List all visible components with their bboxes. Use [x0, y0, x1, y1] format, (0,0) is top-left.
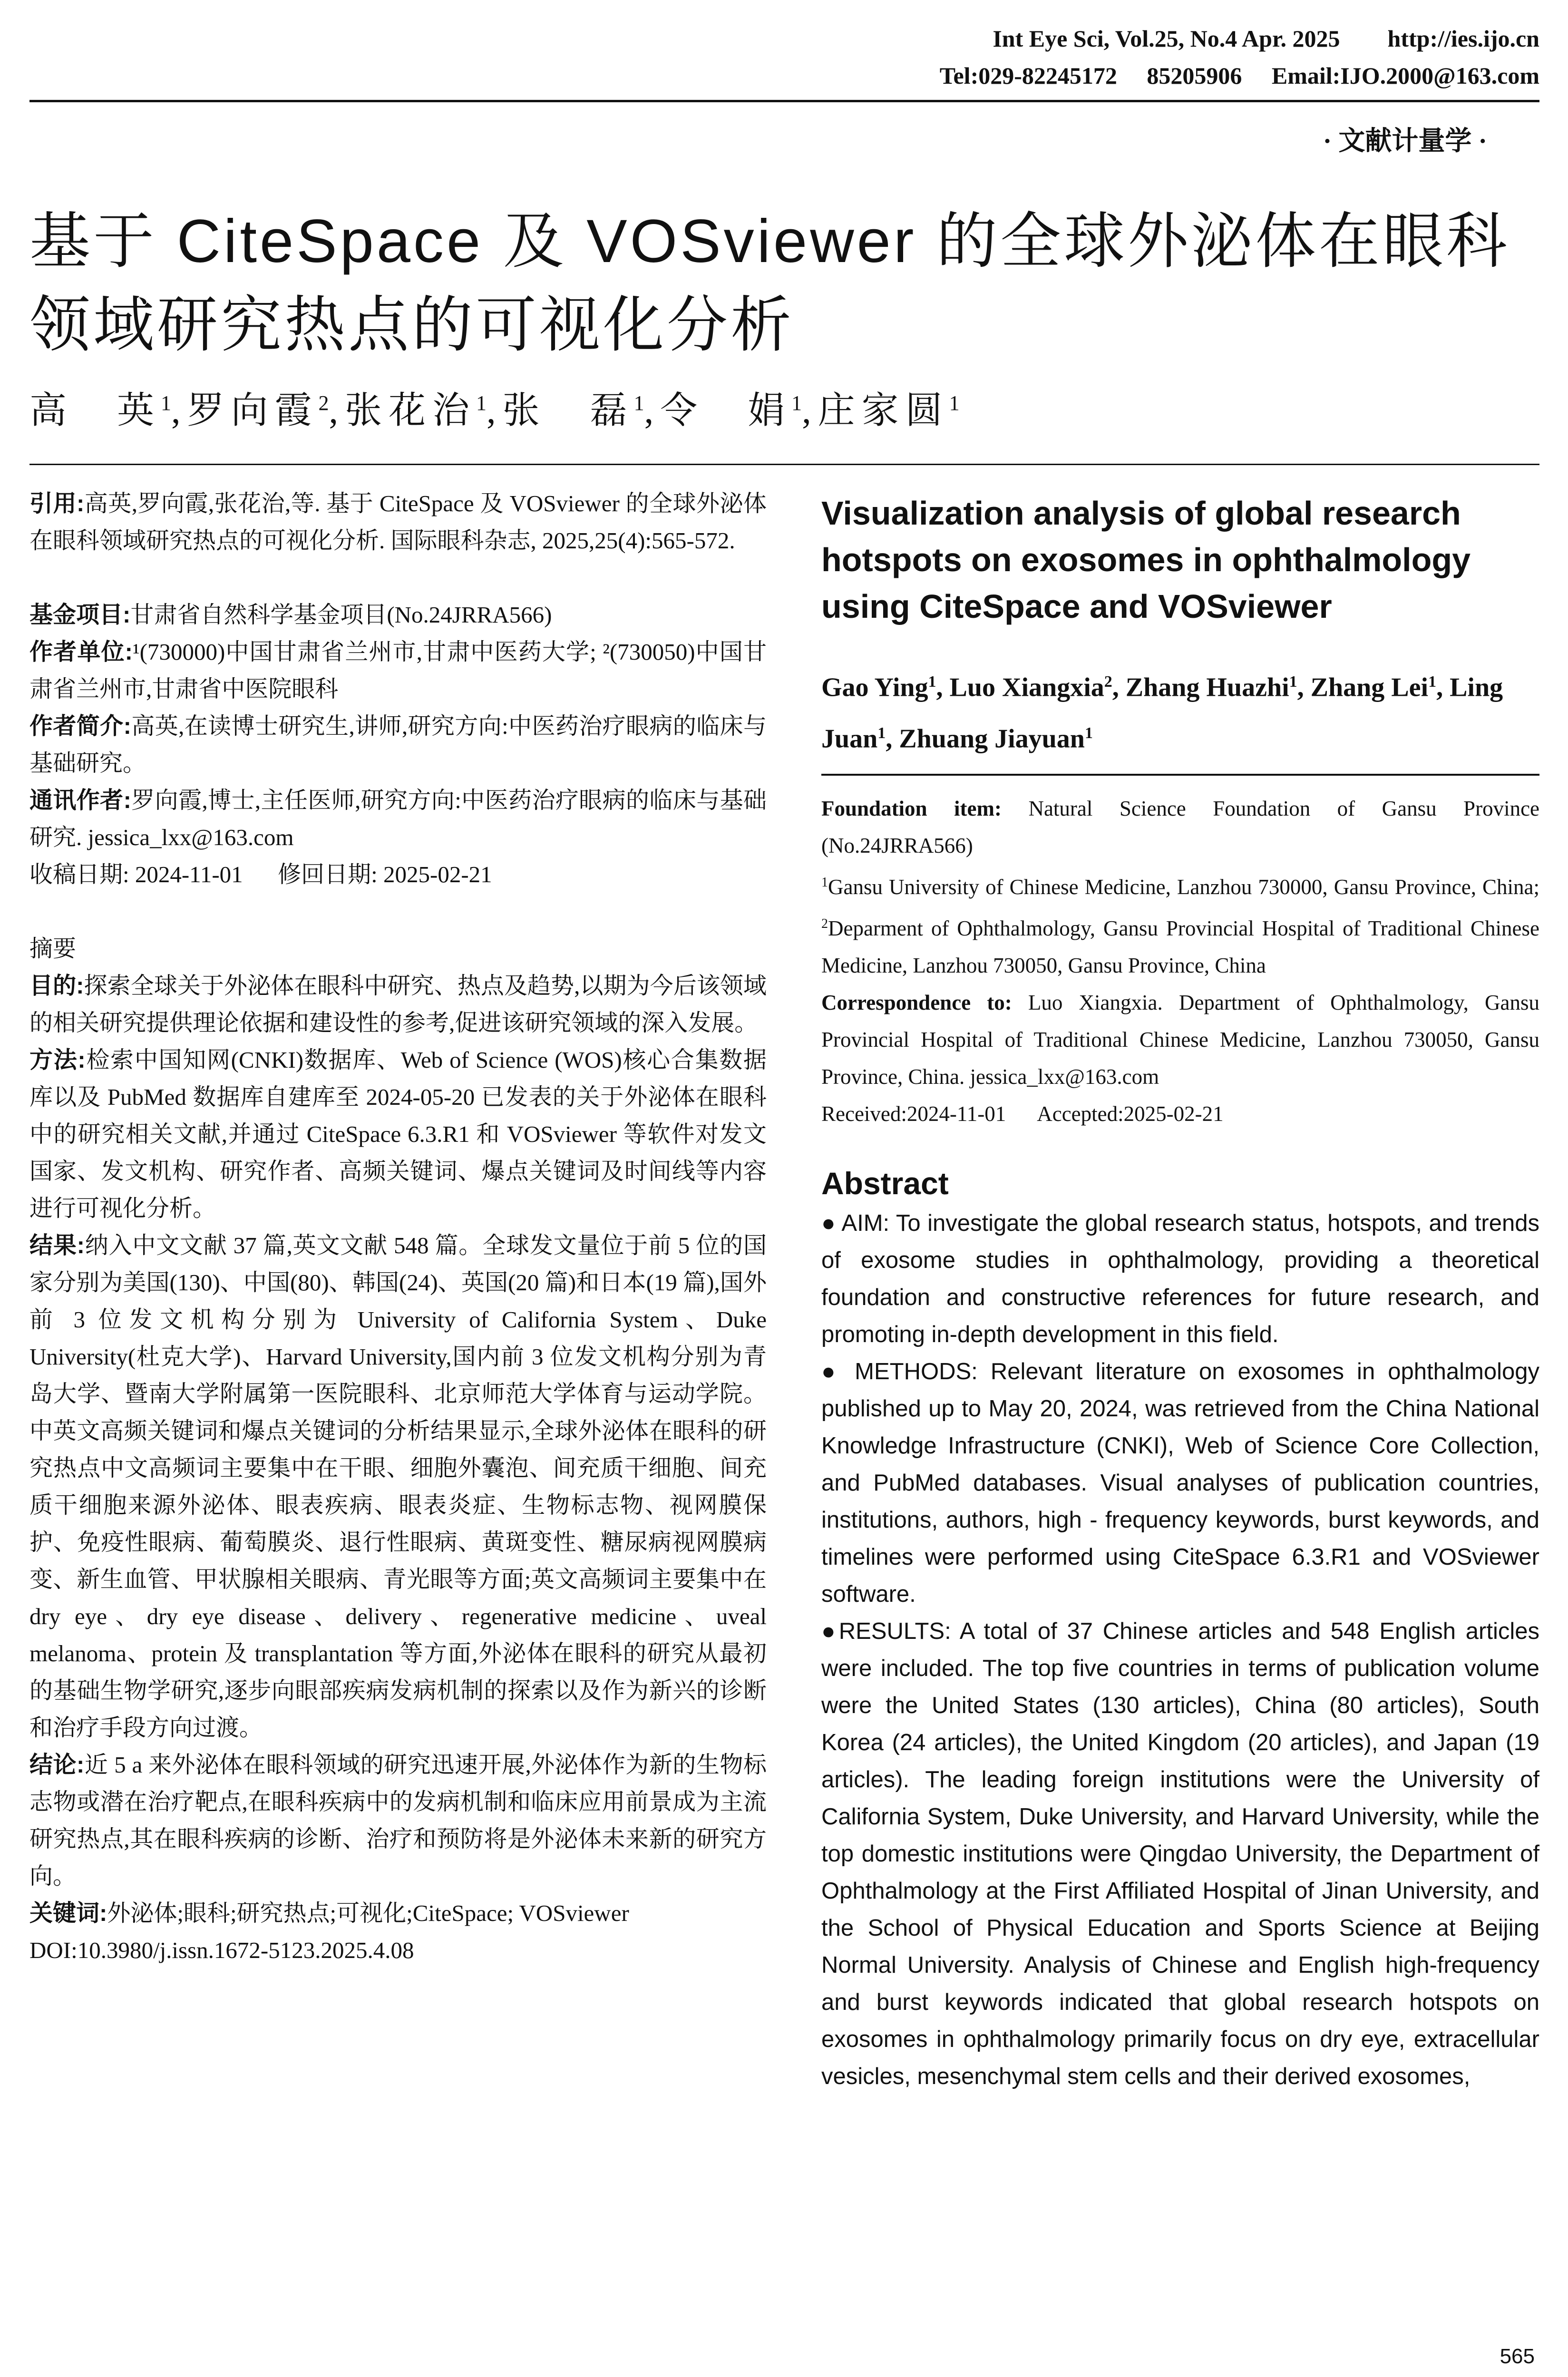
- conclusion-text: 近 5 a 来外泌体在眼科领域的研究迅速开展,外泌体作为新的生物标志物或潜在治疗靶点,在眼科疾病中的发病机制和临床应用前景成为主流研究热点,其在眼科疾病的诊断、治疗和预防将是外泌体未来新的研究方向。: [29, 1752, 767, 1889]
- author-affiliation-mark: 1: [476, 391, 487, 415]
- foundation-text: Natural Science Foundation of Gansu Province (No.24JRRA566): [821, 797, 1540, 858]
- bio-label: 作者简介:: [29, 713, 131, 739]
- dates-zh: 收稿日期: 2024-11-01 修回日期: 2025-02-21: [29, 861, 492, 887]
- abstract-results: [29, 1227, 767, 1746]
- author-name: Ling Juan: [821, 672, 1503, 754]
- foundation-label: Foundation item:: [821, 797, 1002, 821]
- correspondence-label: Correspondence to:: [821, 991, 1012, 1015]
- author-affiliation-mark: 2: [1104, 673, 1112, 691]
- author-affiliation-mark: 1: [877, 724, 886, 742]
- citation-text: 高英,罗向霞,张花治,等. 基于 CiteSpace 及 VOSviewer 的全球外泌体在眼科领域研究热点的可视化分析. 国际眼科杂志, 2025,25(4):565-572.: [29, 490, 767, 554]
- header-rule: [29, 100, 1539, 102]
- affiliation-en: $^1$Gansu University of Chinese Medicine, Lanzhou 730000, Gansu Province, China; $^2$Deparment of Ophthalmology, Gansu Provincial Hospital of Traditional Chinese Medicine, Lanzhou 730050, Gansu Province, China: [821, 875, 1539, 978]
- abstract-methods-en: [821, 1353, 1539, 1613]
- author-name: 庄家圆: [818, 390, 949, 431]
- corr-text: 罗向霞,博士,主任医师,研究方向:中医药治疗眼病的临床与基础研究. jessica_lxx@163.com: [29, 787, 767, 850]
- keywords-zh: [29, 1895, 767, 1932]
- affiliation-text: ¹(730000)中国甘肃省兰州市,甘肃中医药大学; ²(730050)中国甘肃省兰州市,甘肃省中医院眼科: [29, 639, 767, 702]
- author-affiliation-mark: 1: [161, 391, 172, 415]
- abstract-body-en: [821, 1205, 1539, 2095]
- results-text: 纳入中文文献 37 篇,英文文献 548 篇。全球发文量位于前 5 位的国家分别为美国(130)、中国(80)、韩国(24)、英国(20 篇)和日本(19 篇),国外前 3 位发文机构分别为 University of California System、Duke University(杜克大学)、Harvard University,国内前 3 位发文机构分别为青岛大学、暨南大学附属第一医院眼科、北京师范大学体育与运动学院。中英文高频关键词和爆点关键词的分析结果显示,全球外泌体在眼科的研究热点中文高频词主要集中在干眼、细胞外囊泡、间充质干细胞、间充质干细胞来源外泌体、眼表疾病、眼表炎症、生物标志物、视网膜保护、免疫性眼病、葡萄膜炎、退行性眼病、黄斑变性、糖尿病视网膜病变、新生血管、甲状腺相关眼病、青光眼等方面;英文高频词主要集中在 dry eye、dry eye disease、delivery、regenerative medicine、uveal melanoma、protein 及 transplantation 等方面,外泌体在眼科的研究从最初的基础生物学研究,逐步向眼部疾病发病机制的探索以及作为新兴的诊断和治疗手段方向过渡。: [29, 1232, 767, 1741]
- keywords-label: 关键词:: [29, 1900, 107, 1926]
- conclusion-label: 结论:: [29, 1752, 85, 1778]
- affiliation-1: Gansu University of Chinese Medicine, Lanzhou 730000, Gansu Province, China;: [828, 875, 1539, 899]
- author-name: Gao Ying: [821, 672, 928, 702]
- author-name: 高 英: [29, 390, 161, 431]
- citation: [29, 485, 767, 559]
- methods-text: 检索中国知网(CNKI)数据库、Web of Science (WOS)核心合集数据库以及 PubMed 数据库自建库至 2024-05-20 已发表的关于外泌体在眼科中的研究相关文献,并通过 CiteSpace 6.3.R1 和 VOSviewer 等软件对发文国家、发文机构、研究作者、高频关键词、爆点关键词及时间线等内容进行可视化分析。: [29, 1047, 767, 1221]
- aim-text: To investigate the global research status, hotspots, and trends of exosome studies in ophthalmology, providing a theoretical foundation and constructive references for future research, and promoting in-depth development in this field.: [821, 1210, 1540, 1348]
- bio-text: 高英,在读博士研究生,讲师,研究方向:中医药治疗眼病的临床与基础研究。: [29, 713, 767, 776]
- affiliation-label: 作者单位:: [29, 639, 133, 665]
- abstract-heading-en: Abstract: [821, 1166, 949, 1201]
- methods-en-text: Relevant literature on exosomes in ophthalmology published up to May 20, 2024, was retrieved from the China National Knowledge Infrastructure (CNKI), Web of Science Core Collection, and PubMed databases. Visual analyses of publication countries, institutions, authors, high - frequency keywords, burst keywords, and timelines were performed using CiteSpace 6.3.R1 and VOSviewer software.: [821, 1359, 1539, 1607]
- abstract-purpose: [29, 967, 767, 1042]
- author-affiliation-mark: 1: [949, 391, 960, 415]
- journal-citation-line: Int Eye Sci, Vol.25, No.4 Apr. 2025 http://ies.ijo.cn: [993, 25, 1539, 52]
- article-title-zh: 基于 CiteSpace 及 VOSviewer 的全球外泌体在眼科领域研究热点的可视化分析: [29, 207, 1510, 359]
- doi: DOI:10.3980/j.issn.1672-5123.2025.4.08: [29, 1937, 414, 1963]
- keywords-text: 外泌体;眼科;研究热点;可视化;CiteSpace; VOSviewer: [107, 1900, 629, 1926]
- fund-label: 基金项目:: [29, 602, 131, 628]
- author-name: Zhuang Jiayuan: [899, 724, 1085, 754]
- abstract-aim: [821, 1205, 1539, 1353]
- corr-label: 通讯作者:: [29, 788, 131, 813]
- left-column: [29, 485, 767, 1969]
- author-name: 令 娟: [660, 390, 792, 431]
- author-name: 罗向霞: [187, 390, 319, 431]
- purpose-text: 探索全球关于外泌体在眼科中研究、热点及趋势,以期为今后该领域的相关研究提供理论依据和建设性的参考,促进该研究领域的深入发展。: [29, 973, 767, 1036]
- purpose-label: 目的:: [29, 973, 84, 999]
- affiliation-zh: [29, 633, 767, 708]
- article-title-en: Visualization analysis of global research hotspots on exosomes in ophthalmology using CiteSpace and VOSviewer: [821, 495, 1471, 625]
- citation-label: 引用:: [29, 491, 85, 516]
- journal-header: [29, 14, 1539, 105]
- correspondence-text: Luo Xiangxia. Department of Ophthalmology, Gansu Provincial Hospital of Traditional Chinese Medicine, Lanzhou 730050, Gansu Province, China. jessica_lxx@163.com: [821, 991, 1540, 1089]
- dates-en: Received:2024-11-01 Accepted:2025-02-21: [821, 1102, 1224, 1126]
- fund-info: [29, 596, 767, 633]
- section-tag: · 文献计量学 ·: [1323, 127, 1487, 156]
- author-list-en: Gao Ying$^1$, Luo Xiangxia$^2$, Zhang Huazhi$^1$, Zhang Lei$^1$, Ling Juan$^1$, Zhuang Jiayuan$^1$: [821, 672, 1503, 754]
- author-name: 张花治: [345, 390, 477, 431]
- abstract-results-en: [821, 1613, 1539, 2095]
- author-bio: [29, 708, 767, 782]
- author-name: 张 磊: [502, 390, 634, 431]
- author-name: Luo Xiangxia: [949, 672, 1104, 702]
- corresponding-author-zh: [29, 782, 767, 856]
- methods-en-label: ● METHODS:: [821, 1359, 978, 1385]
- author-affiliation-mark: 1: [1289, 673, 1297, 691]
- results-en-label: ●RESULTS:: [821, 1618, 951, 1645]
- abstract-heading-zh: 摘要: [29, 936, 77, 962]
- author-list-zh: 高 英$^1$,罗向霞$^2$,张花治$^1$,张 磊$^1$,令 娟$^1$,庄家圆$^1$: [29, 390, 960, 431]
- section-divider: [29, 464, 1539, 465]
- affiliation-2: Deparment of Ophthalmology, Gansu Provincial Hospital of Traditional Chinese Medicine, Lanzhou 730050, Gansu Province, China: [821, 916, 1539, 978]
- right-column: [821, 485, 1539, 2095]
- author-affiliation-mark: 1: [1428, 673, 1437, 691]
- abstract-conclusion: [29, 1746, 767, 1895]
- methods-label: 方法:: [29, 1047, 86, 1073]
- results-label: 结果:: [29, 1233, 85, 1258]
- author-affiliation-mark: 1: [791, 391, 802, 415]
- fund-text: 甘肃省自然科学基金项目(No.24JRRA566): [130, 602, 552, 628]
- author-name: Zhang Lei: [1310, 672, 1429, 702]
- author-name: Zhang Huazhi: [1125, 672, 1289, 702]
- aim-label: ● AIM:: [821, 1210, 890, 1237]
- page-number: 565: [1500, 2345, 1535, 2368]
- abstract-methods: [29, 1042, 767, 1227]
- author-affiliation-mark: 1: [1084, 724, 1093, 742]
- author-affiliation-mark: 2: [318, 391, 329, 415]
- author-rule: [821, 774, 1539, 776]
- author-affiliation-mark: 1: [633, 391, 644, 415]
- front-matter-en: [821, 790, 1539, 1132]
- foundation-item: [821, 790, 1539, 864]
- author-affiliation-mark: 1: [928, 673, 936, 691]
- results-en-text: A total of 37 Chinese articles and 548 English articles were included. The top five countries in terms of publication volume were the United States (130 articles), China (80 articles), South Korea (24 articles), the United Kingdom (20 articles), and Japan (19 articles). The leading foreign institutions were the University of California System, Duke University, and Harvard University, while the top domestic institutions were Qingdao University, the Department of Ophthalmology at the First Affiliated Hospital of Jinan University, and the School of Physical Education and Sports Science at Beijing Normal University. Analysis of Chinese and English high-frequency and burst keywords indicated that global research hotspots on exosomes in ophthalmology primarily focus on dry eye, extracellular vesicles, mesenchymal stem cells and their derived exosomes,: [821, 1618, 1539, 2090]
- journal-contact-line: Tel:029-82245172 85205906 Email:IJO.2000@163.com: [939, 62, 1539, 89]
- correspondence-en: [821, 984, 1539, 1095]
